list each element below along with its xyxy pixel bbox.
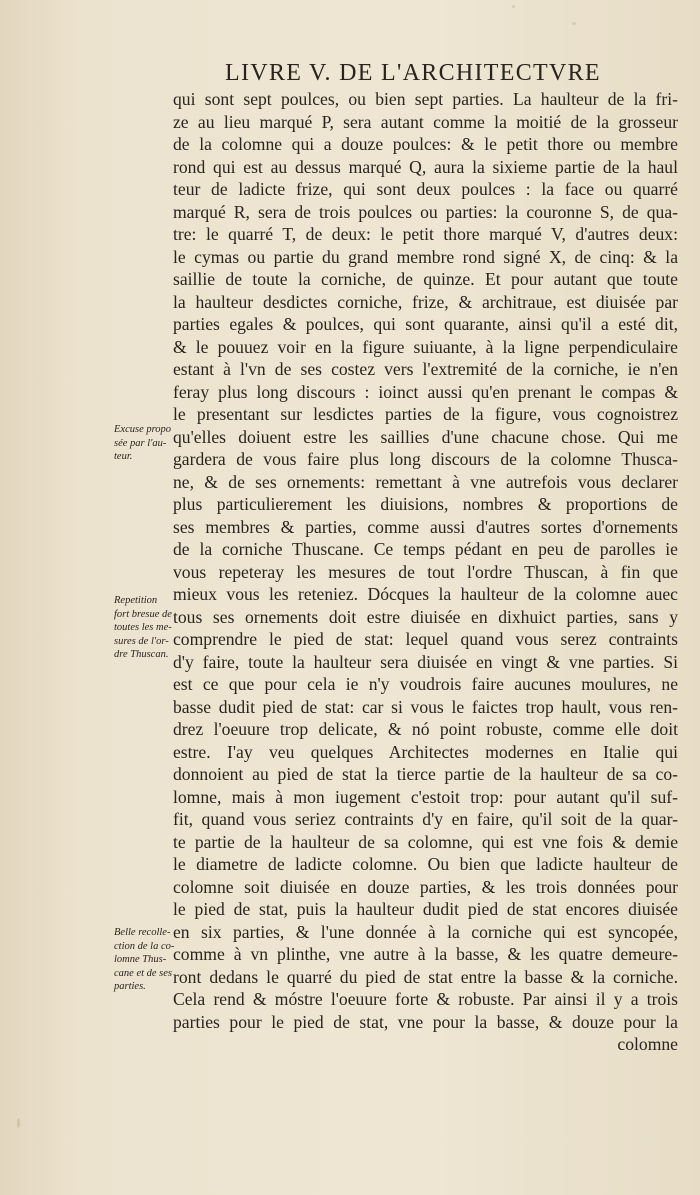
text-line: basse dudit pied de stat: car si vous le faictes trop hault, vous ren- <box>173 696 678 717</box>
margin-note-excuse <box>114 423 174 464</box>
text-line: drez l'oeuure trop delicate, & nó point robuste, comme elle doit <box>173 719 678 739</box>
ink-speck <box>512 5 515 8</box>
text-line: fit, quand vous seriez contraints d'y en faire, qu'il soit de la quar- <box>173 809 678 829</box>
margin-note-line: fort bresue de <box>114 608 172 620</box>
text-line: lomne, mais à mon iugement c'estoit trop: pour autant qu'il suf- <box>173 786 678 807</box>
margin-note-line: Repetition <box>114 595 158 606</box>
text-line: le diametre de ladicte colomne. Ou bien que ladicte haulteur de <box>173 854 678 874</box>
text-line: Cela rend & móstre l'oeuure forte & robuste. Par ainsi il y a trois <box>173 989 678 1009</box>
text-line: estant à l'vn de ses costez vers l'extremité de la corniche, ie n'en <box>173 359 678 379</box>
text-line: qui sont sept poulces, ou bien sept parties. La haulteur de la fri- <box>173 89 678 109</box>
text-line: tre: le quarré T, de deux: le petit thore marqué V, d'autres deux: <box>173 224 678 244</box>
text-line: comme à vn plinthe, vne autre à la basse, & les quatre demeure- <box>173 944 678 964</box>
text-line: te partie de la haulteur de sa colomne, qui est vne fois & demie <box>173 831 678 852</box>
text-line: ze au lieu marqué P, sera autant comme la moitié de la grosseur <box>173 111 678 132</box>
text-line: plus particulierement les diuisions, nombres & proportions de <box>173 494 678 514</box>
running-header: LIVRE V. DE L'ARCHITECTVRE <box>225 60 601 86</box>
text-line: parties egales & poulces, qui sont quarante, ainsi qu'il a esté dit, <box>173 314 678 334</box>
text-line: teur de ladicte frize, qui sont deux poulces : la face ou quarré <box>173 179 678 199</box>
margin-note-line: Excuse propo <box>114 424 172 435</box>
text-line: estre. I'ay veu quelques Architectes modernes en Italie qui <box>173 741 678 762</box>
text-line: le presentant sur lesdictes parties de la figure, vous cognoistrez <box>173 404 678 424</box>
margin-note-line: ction de la co- <box>114 940 175 952</box>
margin-note-line: sures de l'or- <box>114 635 169 647</box>
text-line: donnoient au pied de stat la tierce partie de la haulteur de sa co- <box>173 764 678 784</box>
margin-note-line: Belle recolle- <box>114 927 171 938</box>
margin-note-repetition <box>114 594 174 662</box>
text-line: de la colomne qui a douze poulces: & le petit thore ou membre <box>173 134 678 154</box>
text-line: saillie de toute la corniche, de quinze. Et pour autant que toute <box>173 269 678 289</box>
main-text-block <box>173 88 678 1056</box>
text-line: vous repeteray les mesures de tout l'ordre Thuscan, à fin que <box>173 561 678 582</box>
margin-note-line: lomne Thus- <box>114 954 167 966</box>
text-line: marqué R, sera de trois poulces ou parties: la couronne S, de qua- <box>173 201 678 222</box>
text-line: en six parties, & l'une donnée à la corniche qui est syncopée, <box>173 921 678 942</box>
text-line: la haulteur desdictes corniche, frize, & architraue, est diuisée par <box>173 291 678 312</box>
text-line: le pied de stat, puis la haulteur dudit pied de stat encores diuisée <box>173 899 678 919</box>
margin-note-line: toutes les me- <box>114 622 172 634</box>
margin-note-line: sée par l'au- <box>114 437 167 449</box>
text-line: colomne <box>617 1034 678 1054</box>
text-line: gardera de vous faire plus long discours de la colomne Thusca- <box>173 449 678 469</box>
text-line: mieux vous les reteniez. Dócques la haulteur de la colomne auec <box>173 584 678 604</box>
text-line: de la corniche Thuscane. Ce temps pédant en peu de parolles ie <box>173 539 678 559</box>
margin-note-recollection <box>114 926 174 994</box>
text-line: est ce que pour cela ie n'y voudrois faire aucunes moulures, ne <box>173 674 678 694</box>
text-line: comprendre le pied de stat: lequel quand vous serez contraints <box>173 629 678 649</box>
text-line: rond qui est au dessus marqué Q, aura la sixieme partie de la haul <box>173 156 678 177</box>
text-line: qu'elles doiuent estre les saillies d'une chacune chose. Qui me <box>173 426 678 447</box>
text-line: ses membres & parties, comme aussi d'autres sortes d'ornements <box>173 516 678 537</box>
text-line: feray plus long discours : ioinct aussi qu'en prenant le compas & <box>173 381 678 402</box>
text-line: ne, & de ses ornements: remettant à vne autrefois vous declarer <box>173 471 678 492</box>
text-line: & le pouuez voir en la figure suiuante, à la ligne perpendiculaire <box>173 336 678 357</box>
margin-note-line: cane et de ses <box>114 967 173 979</box>
ink-speck <box>17 1118 20 1128</box>
margin-note-line: teur. <box>114 451 133 463</box>
ink-speck <box>572 22 576 25</box>
text-line: colomne soit diuisée en douze parties, & les trois données pour <box>173 876 678 897</box>
text-line: d'y faire, toute la haulteur sera diuisée en vingt & vne parties. Si <box>173 651 678 672</box>
text-line: ront dedans le quarré du pied de stat entre la basse & la corniche. <box>173 966 678 987</box>
margin-note-line: parties. <box>114 981 146 993</box>
text-line: tous ses ornements doit estre diuisée en dixhuict parties, sans y <box>173 606 678 627</box>
text-line: parties pour le pied de stat, vne pour la basse, & douze pour la <box>173 1011 678 1032</box>
margin-note-line: dre Thuscan. <box>114 649 169 661</box>
text-line: le cymas ou partie du grand membre rond signé X, de cinq: & la <box>173 246 678 267</box>
